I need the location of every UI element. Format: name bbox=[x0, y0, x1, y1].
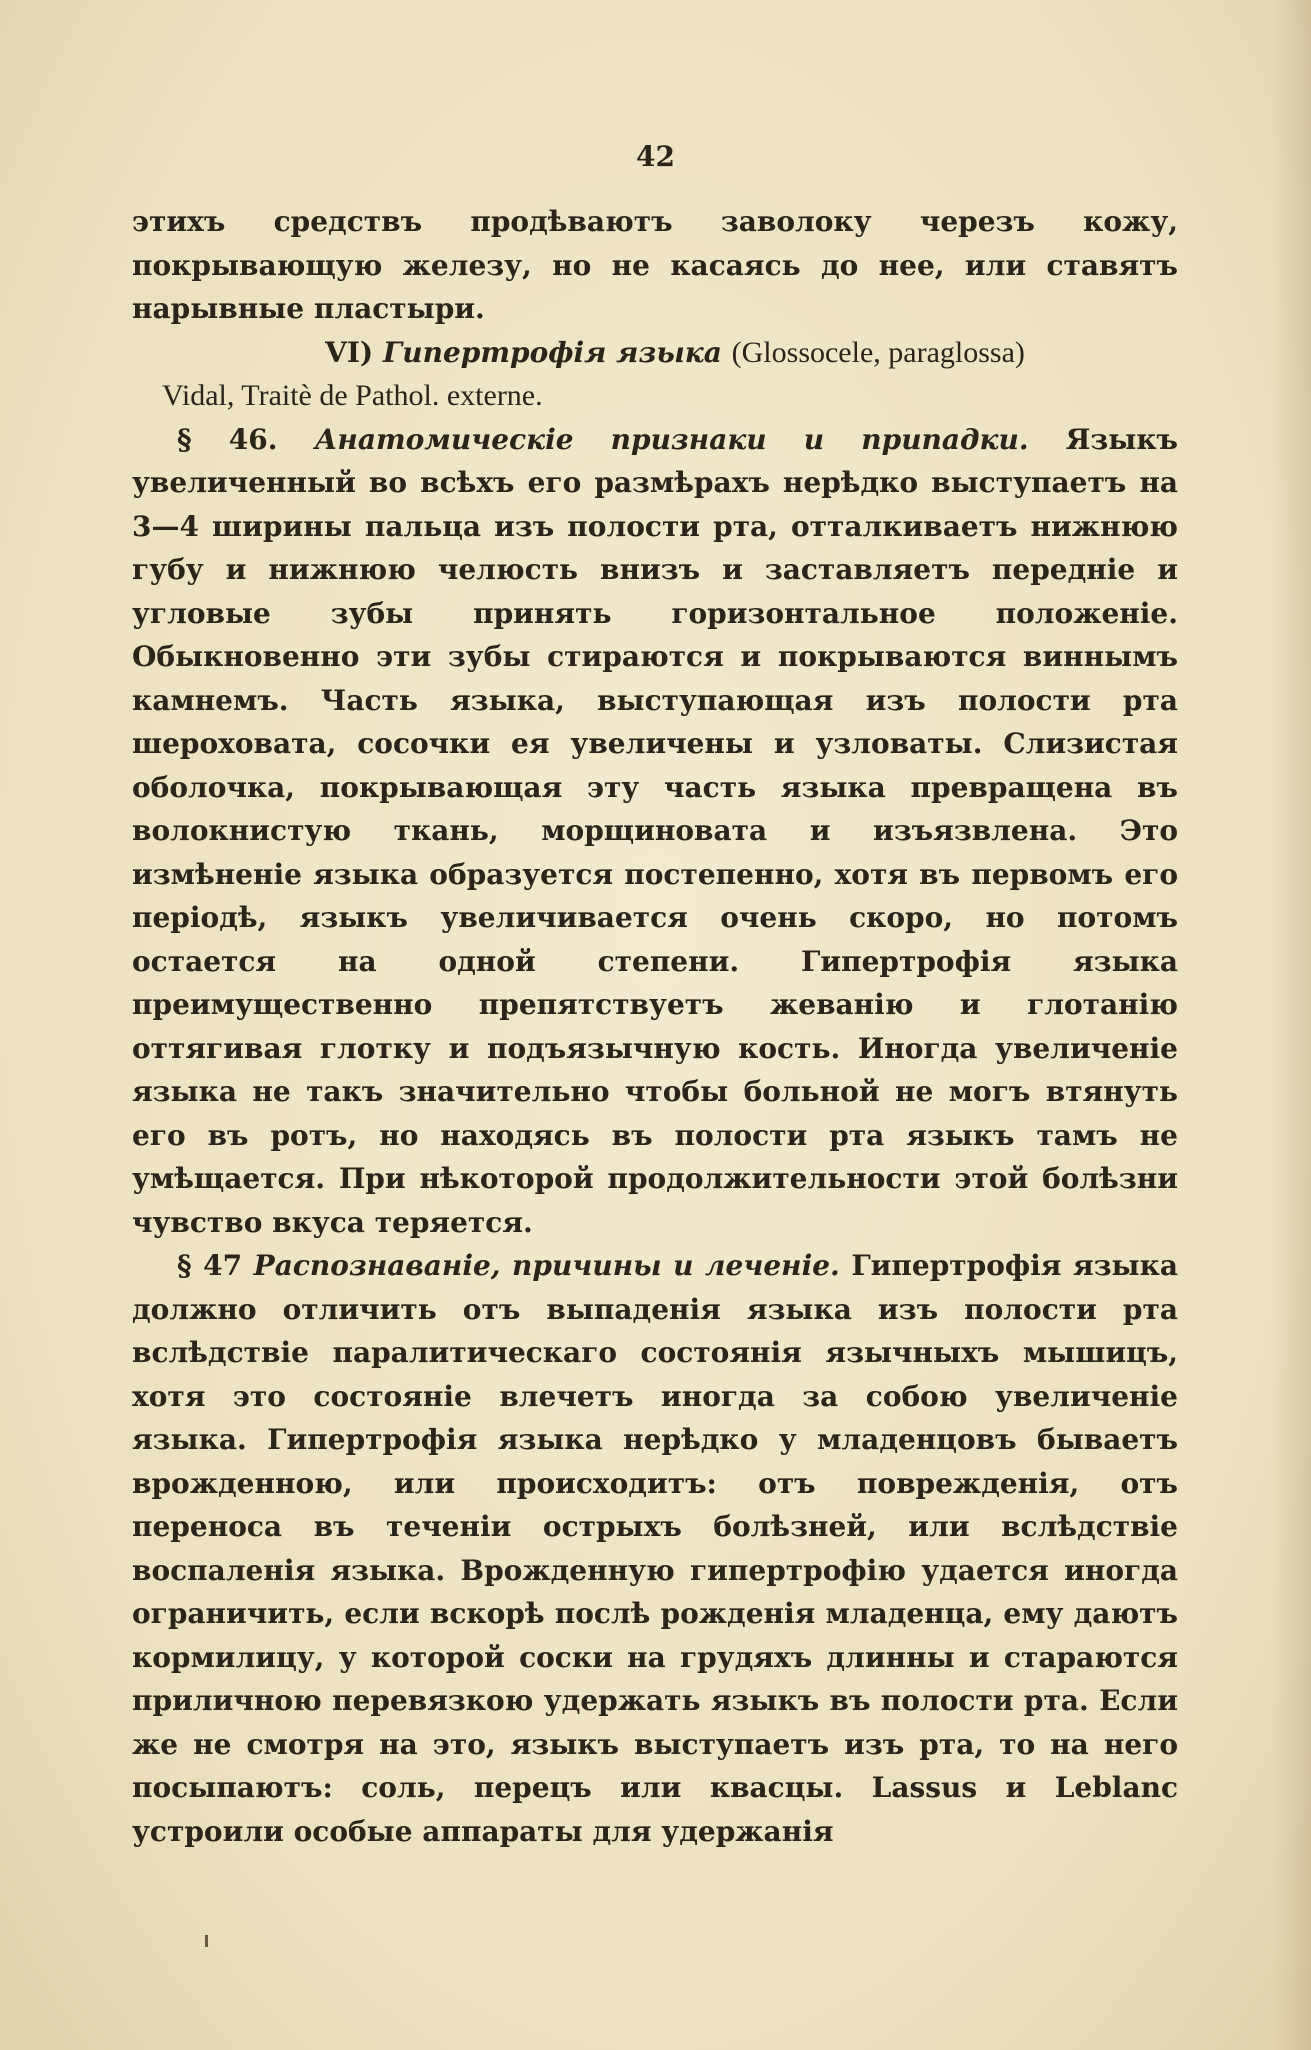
intro-paragraph: этихъ средствъ продѣваютъ заволоку черезъ кожу, покрывающую железу, но не касаясь до нее, или ставятъ нарывные пластыри. bbox=[132, 205, 1178, 325]
paragraph-46-text: Языкъ увеличенный во всѣхъ его размѣрахъ нерѣдко выступаетъ на 3—4 ширины пальца изъ полости рта, отталкиваетъ нижнюю губу и нижнюю челюсть внизъ и заставляетъ передніе и угловые зубы принять горизонтальное положеніе. Обыкновенно эти зубы стираются и покрываются виннымъ камнемъ. Часть языка, выступающая изъ полости рта шероховата, сосочки ея увеличены и узловаты. Слизистая оболочка, покрывающая эту часть языка превращена въ волокнистую ткань, морщиновата и изъязвлена. Это измѣненіе языка образуется постепенно, хотя въ первомъ его періодѣ, языкъ увеличивается очень скоро, но потомъ остается на одной степени. Гипертрофія языка преимущественно препятствуетъ жеванію и глотанію оттягивая глотку и подъязычную кость. Иногда увеличеніе языка не такъ значительно чтобы больной не могъ втянуть его въ ротъ, но находясь въ полости рта языкъ тамъ не умѣщается. При нѣкоторой продолжительности этой болѣзни чувство вкуса теряется. bbox=[132, 422, 1179, 1239]
paragraph-47-text: Гипертрофія языка должно отличить отъ выпаденія языка изъ полости рта вслѣдствіе паралитическаго состоянія язычныхъ мышицъ, хотя это состояніе влечетъ иногда за собою увеличеніе языка. Гипертрофія языка нерѣдко у младенцовъ бываетъ врожденною, или происходитъ: отъ поврежденія, отъ переноса въ теченіи острыхъ болѣзней, или вслѣдствіе воспаленія языка. Врожденную гипертрофію удается иногда ограничить, если вскорѣ послѣ рожденія младенца, ему даютъ кормилицу, у которой соски на грудяхъ длинны и стараются приличною перевязкою удержать языкъ въ полости рта. Если же не смотря на это, языкъ выступаетъ изъ рта, то на него посыпаютъ: соль, перецъ или квасцы. Lassus и Leblanc устроили особые аппараты для удержанія bbox=[132, 1249, 1178, 1848]
paragraph-47 bbox=[132, 1244, 1178, 1853]
page-edge-shadow bbox=[1271, 0, 1311, 2050]
paragraph-47-sign: § 47 bbox=[177, 1249, 243, 1282]
section-number: VI) bbox=[325, 335, 374, 369]
paragraph-46-heading: Анатомическіе признаки и припадки. bbox=[314, 422, 1029, 456]
paragraph-46 bbox=[132, 418, 1178, 1245]
section-title: Гипертрофія языка bbox=[382, 335, 722, 369]
paragraph-46-sign: § 46. bbox=[177, 422, 278, 456]
paragraph-47-heading: Распознаваніе, причины и леченіе. bbox=[253, 1249, 840, 1282]
section-heading bbox=[132, 331, 1178, 375]
page-content bbox=[132, 200, 1178, 1853]
section-latin-title: (Glossocele, paraglossa) bbox=[731, 335, 1025, 369]
page-number: 42 bbox=[636, 140, 675, 173]
section-source: Vidal, Traitè de Pathol. externe. bbox=[162, 379, 543, 412]
ink-mark bbox=[205, 1935, 208, 1947]
